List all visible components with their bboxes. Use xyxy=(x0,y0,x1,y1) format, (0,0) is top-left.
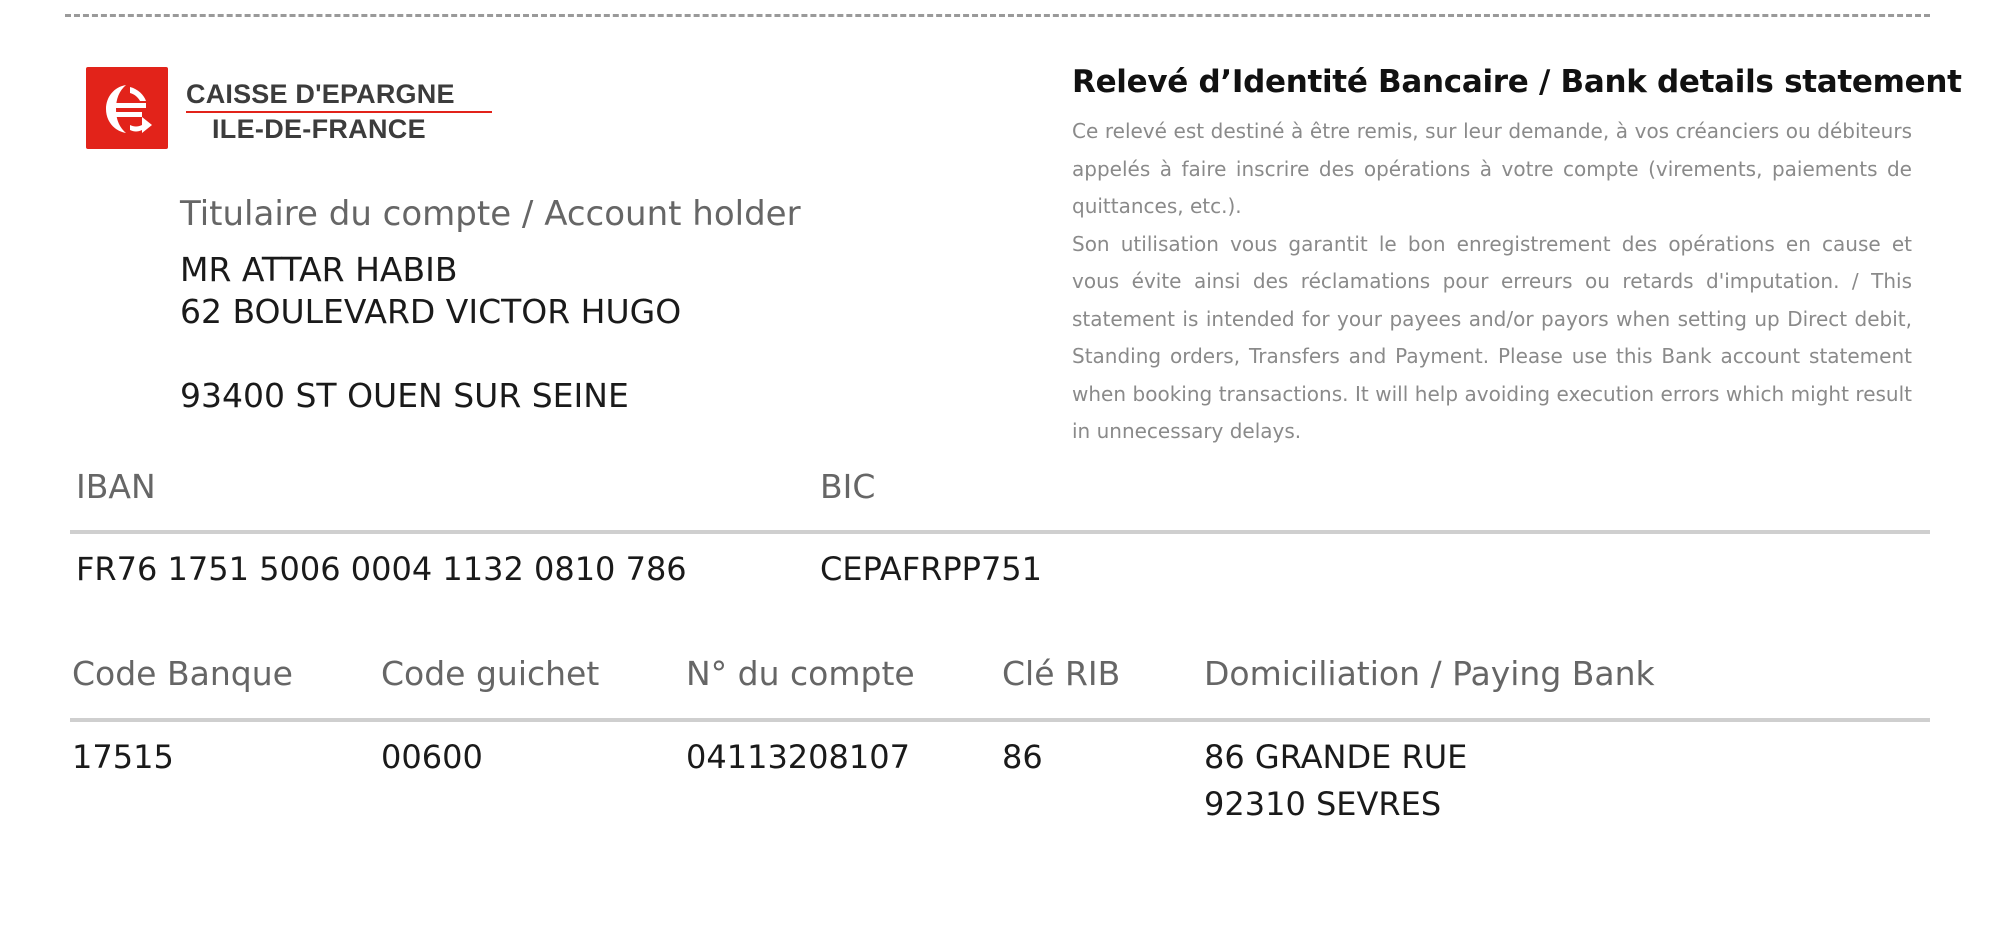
statement-paragraph-2: Son utilisation vous garantit le bon enregistrement des opérations en cause et vous évite ainsi des réclamations pour erreurs ou retards d'imputation. / This statement is intended for your payees and/or payors when setting up Direct debit, Standing orders, Transfers and Payment. Please use this Bank account statement when booking transactions. It will help avoiding execution errors which might result in unnecessary delays. xyxy=(1072,231,1912,443)
bank-code-header: Code Banque xyxy=(72,654,293,693)
dashed-cut-line xyxy=(65,14,1930,17)
account-holder-address-city: 93400 ST OUEN SUR SEINE xyxy=(180,376,629,415)
squirrel-logo-icon xyxy=(86,67,168,149)
account-number-value: 04113208107 xyxy=(686,738,910,776)
bic-value: CEPAFRPP751 xyxy=(820,550,1043,588)
bank-logo xyxy=(86,67,496,153)
bic-label: BIC xyxy=(820,467,876,506)
branch-code-header: Code guichet xyxy=(381,654,600,693)
statement-title: Relevé d’Identité Bancaire / Bank details statement xyxy=(1072,64,1962,100)
rib-key-value: 86 xyxy=(1002,738,1043,776)
account-number-header: N° du compte xyxy=(686,654,915,693)
statement-description xyxy=(1072,113,1912,451)
bank-code-value: 17515 xyxy=(72,738,174,776)
branch-code-value: 00600 xyxy=(381,738,483,776)
account-holder-name: MR ATTAR HABIB xyxy=(180,250,458,289)
rib-key-header: Clé RIB xyxy=(1002,654,1121,693)
statement-paragraph-1: Ce relevé est destiné à être remis, sur leur demande, à vos créanciers ou débiteurs appelés à faire inscrire des opérations à votre compte (virements, paiements de quittances, etc.). xyxy=(1072,119,1912,218)
paying-bank-header: Domiciliation / Paying Bank xyxy=(1204,654,1655,693)
paying-bank-city: 92310 SEVRES xyxy=(1204,785,1442,823)
rib-divider xyxy=(70,718,1930,722)
logo-red-rule xyxy=(186,111,492,113)
iban-label: IBAN xyxy=(76,467,156,506)
iban-value: FR76 1751 5006 0004 1132 0810 786 xyxy=(76,550,687,588)
iban-divider xyxy=(70,530,1930,534)
account-holder-label: Titulaire du compte / Account holder xyxy=(180,194,801,234)
bank-region: ILE-DE-FRANCE xyxy=(212,114,426,144)
bank-name: CAISSE D'EPARGNE xyxy=(186,79,455,109)
account-holder-address-street: 62 BOULEVARD VICTOR HUGO xyxy=(180,292,682,331)
paying-bank-street: 86 GRANDE RUE xyxy=(1204,738,1468,776)
